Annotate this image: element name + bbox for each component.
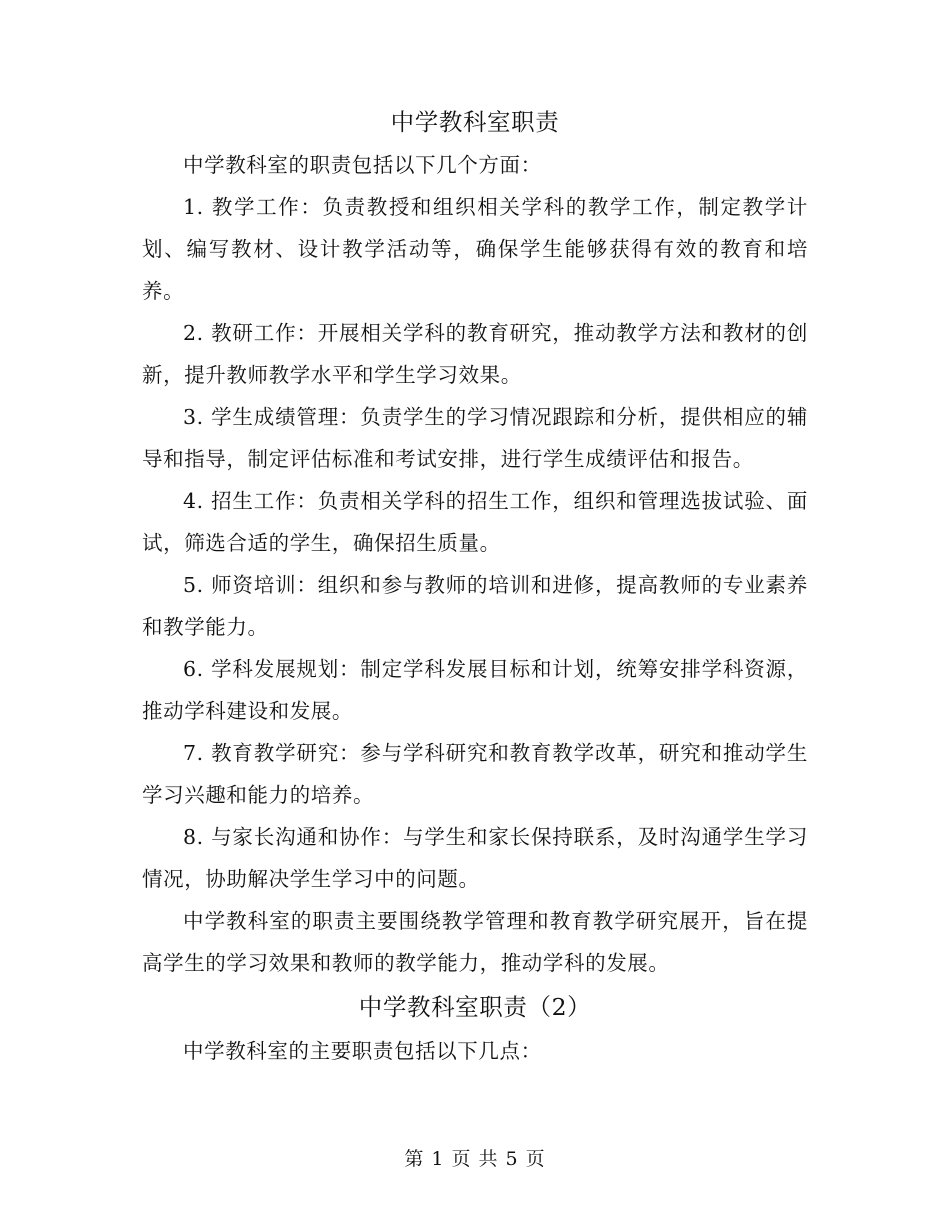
document-body [142, 100, 808, 1072]
list-item: 2. 教研工作：开展相关学科的教育研究，推动教学方法和教材的创新，提升教师教学水平和学生学习效果。 [142, 321, 808, 387]
list-item: 8. 与家长沟通和协作：与学生和家长保持联系，及时沟通学生学习情况，协助解决学生学习中的问题。 [142, 825, 808, 891]
list-item: 5. 师资培训：组织和参与教师的培训和进修，提高教师的专业素养和教学能力。 [142, 573, 808, 639]
conclusion-paragraph: 中学教科室的职责主要围绕教学管理和教育教学研究展开，旨在提高学生的学习效果和教师的教学能力，推动学科的发展。 [142, 909, 808, 975]
section-title: 中学教科室职责（2） [358, 993, 592, 1021]
list-item: 6. 学科发展规划：制定学科发展目标和计划，统筹安排学科资源，推动学科建设和发展。 [142, 657, 808, 723]
page-number-footer: 第 1 页 共 5 页 [404, 1148, 546, 1170]
document-title: 中学教科室职责 [390, 108, 560, 136]
section-intro-paragraph: 中学教科室的主要职责包括以下几点： [183, 1039, 542, 1063]
intro-paragraph: 中学教科室的职责包括以下几个方面： [183, 153, 542, 177]
list-item: 1. 教学工作：负责教授和组织相关学科的教学工作，制定教学计划、编写教材、设计教学活动等，确保学生能够获得有效的教育和培养。 [142, 195, 808, 303]
list-item: 3. 学生成绩管理：负责学生的学习情况跟踪和分析，提供相应的辅导和指导，制定评估标准和考试安排，进行学生成绩评估和报告。 [142, 405, 808, 471]
list-item: 7. 教育教学研究：参与学科研究和教育教学改革，研究和推动学生学习兴趣和能力的培养。 [142, 741, 808, 807]
list-item: 4. 招生工作：负责相关学科的招生工作，组织和管理选拔试验、面试，筛选合适的学生，确保招生质量。 [142, 489, 808, 555]
